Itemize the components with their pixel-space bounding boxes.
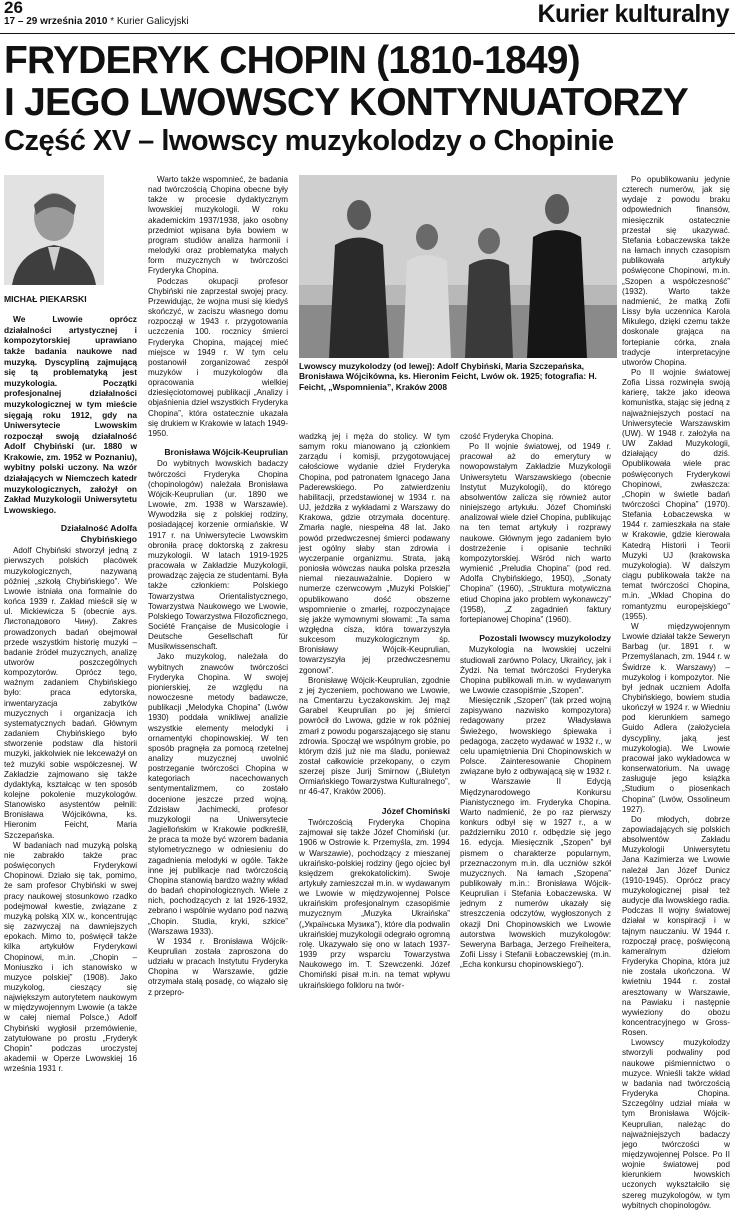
paragraph: W badaniach nad muzyką polską nie zabrakło także prac poświęconych Fryderykowi Chopinowi. Działo się tak, pomimo, że sam profesor Chybiński w swej pracy naukowej stosunkowo rzadko podejmował kwestie, związane z muzyką polską XIX w., koncentrując się zazwyczaj na dawniejszych epokach. Mimo to, poświęcił także kilka artykułów Fryderykowi Chopinowi, m.in. „Chopin – Moniuszko i ich stanowisko w muzyce polskiej” (1908). Jako muzykolog, cieszący się największym autorytetem naukowym w międzywojennym Lwowie (a także w całej niemal Polsce,) Adolf Chybiński wygłosił przemówienie, zatytułowane po prostu „Fryderyk Chopin” podczas uroczystej akademii w Operze Lwowskiej 16 września 1931 r.: [4, 840, 137, 1074]
title-line-2: I JEGO LWOWSCY KONTYNUATORZY: [4, 81, 688, 124]
paragraph: czość Fryderyka Chopina.: [460, 432, 554, 441]
lead-paragraph: We Lwowie oprócz działalności artystycznej i kompozytorskiej uprawiano także badania naukowe nad muzyką. Dyscypliną zajmującą się tą problematyką jest muzykologia. Początki profesjonalnej działalności muzykologicznej w tym mieście sięgają roku 1912, gdy na Uniwersytecie Lwowskim rozpoczął swoją działalność Adolf Chybiński (ur. 1880 w Krakowie, zm. 1952 w Poznaniu), wybitny polski uczony. Na wzór działających w Niemczech katedr muzykologicznych, założył on Zakład Muzykologii Uniwersytetu Lwowskiego.: [4, 314, 137, 515]
paragraph: W 1934 r. Bronisława Wójcik-Keuprulian została zaproszona do udziału w pracach Instytutu Fryderyka Chopina w Warszawie, gdzie otrzymała stałą posadę, co wiązało się z przepro-: [148, 936, 288, 997]
article-subtitle: Część XV – lwowscy muzykolodzy o Chopinie: [4, 125, 614, 157]
header-rule: [0, 33, 735, 34]
subheading-wojcik: Bronisława Wójcik-Keuprulian: [164, 447, 288, 458]
paragraph: wadzką jej i męża do stolicy. W tym samym roku mianowano ją członkiem zarządu i komisji, przygotowującej całościowe wydanie dzieł Fryderyka Chopina, pod patronatem Ignacego Jana Paderewskiego. Po zatwierdzeniu habilitacji, przedstawionej w 1934 r. na UJ, jeździła z wykładami z Warszawy do Krakowa, gdzie otrzymała docenturę. Zmarła nagle, niespełna 48 lat. Jako powód przedwczesnej śmierci podawany jest ogólny słaby stan zdrowia i wyczerpanie organizmu. Strata, jaką poniosła wówczas nauka polska przeszła niemal niezauważalnie. Dopiero w numerze czerwcowym „Muzyki Polskiej” opublikowano dość obszerne wspomnienie o zmarłej, rozpoczynające się jakże wymownymi słowami: „Ta sama wzgłędna cisza, która towarzyszyła sukcesom muzykologicznym śp. Bronisławy Wójcik-Keuprulian, towarzyszyła jej przedwczesnemu zgonowi”.: [299, 432, 450, 675]
column-3: [299, 432, 450, 1100]
paragraph: Muzykologia na lwowskiej uczelni studiowali zarówno Polacy, Ukraińcy, jak i Żydzi. Na temat twórczości Fryderyka Chopina publikowali m.in. w wydawanym we Lwowie czasopiśmie „Szopen”.: [460, 645, 611, 695]
group-photo: [299, 175, 617, 358]
paragraph: Jako muzykolog, należała do wybitnych znawców twórczości Fryderyka Chopina. W swojej pionierskiej, ze względu na nowoczesne metody badawcze, publikacji „Melodyka Chopina” (Lwów 1930) poddała wnikliwej analizie wszystkie elementy melodyki i ornamentyki chopinowskiej. W ten sposób pragnęła za pomocą rzetelnej analizy muzycznej uwolnić postrzeganie twórczości Chopina w kategoriach nacechowanych sentymentalizmem, co zostało docenione jeszcze przed wojną. Zdzisław Jachimecki, profesor muzykologii na Uniwersytecie Jagiellońskim w Krakowie podkreślił, że praca ta może być wzorem badania stylometrycznego w odniesieniu do zagadnienia melodyki w ogóle. Także inne jej publikacje nad twórczością Chopina stanowią bardzo ważny wkład do badań chopinologicznych. Wiele z nich, pochodzących z lat 1926-1932, zebrano i wspólnie wydano pod nazwą „Chopin. Studia, kryki, szkice” (Warszawa 1933).: [148, 652, 288, 936]
author-portrait: [4, 175, 104, 285]
paragraph: Bronisławę Wójcik-Keuprulian, zgodnie z jej życzeniem, pochowano we Lwowie, na Cmentarzu Łyczakowskim. Jej mąż Garabel Keuprulian po jej śmierci powrócił do Lwowa, gdzie w rok później zmarł z powodu pogarszającego się stanu zdrowia. Spoczął we wspólnym grobie, po którym dziś już nie ma śladu, ponieważ został całkowicie przekopany, o czym szerzej pisze Jurij Smirnow („Biuletyn Ormiańskiego Towarzystwa Kulturalnego”, nr 46-47, Kraków 2006).: [299, 675, 450, 797]
paragraph: Warto także wspomnieć, że badania nad twórczością Chopina obecne były także w procesie dydaktycznym lwowskiej muzykologii. W roku akademickim 1937/1938, jako osobny przedmiot wpisana była bowiem w program studiów analiza harmonii i melodyki oraz problematyka małych form muzycznych w twórczości Fryderyka Chopina.: [148, 175, 288, 276]
subheading-others: Pozostali lwowscy muzykolodzy: [479, 632, 611, 643]
author-name: MICHAŁ PIEKARSKI: [4, 294, 87, 305]
article-title: [4, 40, 734, 124]
paragraph: Po II wojnie światowej, od 1949 r. pracował aż do emerytury w nowopowstałym Zakładzie Muzykologii Uniwersytetu Warszawskiego (obecnie Instytut Muzykologii), do którego absolwentów zalicza się również autor niniejszego artykułu. Józef Chomiński analizował wiele dzieł Chopina, publikując na ten temat artykuły i rozprawy naukowe. Głównym jego zadaniem było dostrzeżenie i opisanie techniki kompozytorskiej. Wśród nich warto wymienić „Preludia Chopina” (pod red. Adolfa Chybińskiego, 1950), „Sonaty Chopina” (1960), „Struktura motywiczna etiud Chopina jako problem wykonawczy” (1958), „Z zagadnień faktury fortepianowej Chopina” (1960).: [460, 442, 611, 624]
subheading-chybinski: Działalność Adolfa Chybińskiego: [60, 523, 137, 544]
column-5: [622, 175, 730, 1210]
subheading-chominski: Józef Chomiński: [381, 805, 450, 816]
paragraph: Adolf Chybiński stworzył jedną z pierwszych polskich placówek muzykologicznych, nazywaną później „szkołą Chybińskiego”. We Lwowie istniała ona formalnie do końca 1939 r. Zakład mieścił się w ul. Mickiewicza 5 (obecnie ays. Листопадового Чину). Zakres prowadzonych badań obejmował przede wszystkim historię muzyki – badanie źródeł muzycznych, analizę utworów poszczególnych kompozytorów. Oprócz tego, ważnym zadaniem Chybińskiego było: praca edytorska, inwentaryzacja zabytków muzycznych i organizacja ich systematycznych badań. Głównym zadaniem Chybińskiego było stworzenie podstaw dla historii muzyki, jakkolwiek nie lekceważył on też muzyki sobie współczesnej. W Zakładzie zajmowano się także dydaktyką, kształcąc w ten sposób kolejne pokolenie muzykologów. Stanowisko asystentów pełnili: Bronisława Wójcikówna, ks. Hieronim Feicht, Maria Szczepańska.: [4, 546, 137, 840]
page-header: [0, 0, 735, 32]
paragraph: Twórczością Fryderyka Chopina zajmował się także Józef Chomiński (ur. 1906 w Ostrowie k. Przemyśla, zm. 1994 w Warszawie), pochodzący z mieszanej ukraińsko-polskiej rodziny (jego ojciec był księdzem grekokatolickim). Swoje artykuły zamieszczał m.in. w wydawanym we Lwowie w międzywojennej Polsce ukraińskim profesjonalnym czasopiśmie muzycznym „Muzyka Ukraińska” („Українська Музика”), które dla podwalin ukraińskiej muzykologii odegrało ogromną rolę. Ukazywało się ono w latach 1937-1939 przy wsparciu Towarzystwa Naukowego im. T. Szewczenki. Józef Chomiński pisał m.in. na temat wpływu ukraińskiego folkloru na twór-: [299, 818, 450, 990]
paragraph: Do wybitnych lwowskich badaczy twórczości Fryderyka Chopina (chopinologów) należała Bronisława Wójcik-Keuprulian (ur. 1890 we Lwowie, zm. 1938 w Warszawie). Wywodziła się z polskiej rodziny, posiadającej korzenie ormiańskie. W 1917 r. na Uniwersytecie Lwowskim obroniła pracę doktorską z zakresu muzykologii. W latach 1919-1925 pracowała w Zakładzie Muzykologii, prowadząc zajęcia ze studentami. Była także członkiem: Polskiego Towarzystwa Orientalistycznego, Towarzystwa Naukowego we Lwowie, Polskiego Towarzystwa Filozoficznego, Société Française de Musicologie i Deutsche Gesellschaft für Musikwissenschaft.: [148, 459, 288, 652]
paragraph: W międzywojennym Lwowie działał także Seweryn Barbag (ur. 1891 r. w Przemyślanach, zm. 1944 r. w Świdrze k. Warszawy) – muzykolog i kompozytor. Nie był jednak uczniem Adolfa Chybińskiego, bowiem studia ukończył w 1924 r. w Wiedniu pod kierunkiem samego Guido Adlera (założyciela dyscypliny, jaką jest muzykologia). We Lwowie pracował jako wykładowca w konserwatorium. Na uwagę zasługuje jego książka „Studium o piosenkach Chopina” (Lwów, Ossolineum 1927).: [622, 621, 730, 814]
column-2: [148, 175, 288, 1100]
issue-line: [4, 16, 189, 27]
paragraph: Podczas okupacji profesor Chybiński nie zaprzestał swojej pracy. Przewidując, że wojna musi się kiedyś skończyć, w zaciszu własnego domu rozpoczął w 1943 r. przygotowania uczczenia 100. rocznicy śmierci Fryderyka Chopina, mającej mieć miejsce w 1949 r. W tym celu postanowił zorganizować zespół muzyków i muzykologów dla opracowania wielkiej dziesięciotomowej publikacji „Analizy i objaśnienia dzieł wszystkich Fryderyka Chopina”, która ostatecznie ukazała się drukiem w Krakowie w latach 1949-1950.: [148, 276, 288, 438]
column-4: [460, 432, 611, 1100]
paragraph: Do młodych, dobrze zapowiadających się polskich absolwentów Zakładu Muzykologii Uniwersytetu Jana Kazimierza we Lwowie należał Jan Józef Dunicz (1910-1945). Oprócz pracy muzykologicznej pisał też audycje dla lwowskiego radia. Podczas II wojny światowej działał w konspiracji i w tajnym nauczaniu. W 1944 r. rozpoczął pracę, poświęconą kameralnym dziełom Fryderyka Chopina, która już nie została ukończona. W kwietniu 1944 r. został aresztowany w Warszawie, na Pawiaku i następnie wywieziony do obozu koncentracyjnego w Gross-Rosen.: [622, 814, 730, 1038]
paper-name: * Kurier Galicyjski: [110, 16, 189, 27]
paragraph: Miesięcznik „Szopen” (tak przed wojną zapisywano nazwisko kompozytora) redagowany przez Władysława Świeżego, lwowskiego śpiewaka i pedagoga, zaczęto wydawać w 1932 r., w celu upamiętnienia Dni Chopinowskich w Polsce. Zainteresowanie Chopinem związane było z odbywającą się w 1932 r. w Warszawie II Edycją Międzynarodowego Konkursu Pianistycznego im. Fryderyka Chopina. Warto nadmienić, że po raz pierwszy konkurs odbył się w 1927 r., a w październiku 2010 r. odbędzie się jego 16. edycja. Miesięcznik „Szopen” był pismem o charakterze popularnym, przeznaczonym m.in. dla uczniów szkół muzycznych. Na łamach „Szopena” publikowały m.in.: Bronisława Wójcik-Keuprulian i Stefania Łobaczewska. W jednym z numerów ukazały się streszczenia odczytów, wygłoszonych z okazji Dni Chopinowskich we Lwowie autorstwa lwowskich muzykologów: Seweryna Barbaga, Jerzego Freiheitera, Zofii Lissy i Stefanii Łobaczewskiej (m.in. „Echa konkursu chopinowskiego”).: [460, 696, 611, 970]
section-title: Kurier kulturalny: [537, 0, 729, 28]
page-number: 26: [4, 0, 23, 17]
column-1: [4, 175, 137, 1100]
paragraph: Po II wojnie światowej Zofia Lissa rozwinęła swoją karierę, także jako ideowa komunistka, stając się jedną z najważniejszych postaci na Uniwersytecie Warszawskim (UW). W 1948 r. założyła na UW Zakład Muzykologii, działający do dziś. Opublikowała wiele prac poświęconych Fryderykowi Chopinowi, zwłaszcza: „Chopin w świetle badań twórczości Chopina” (1970). Stefania Łobaczewska w 1944 r. zamieszkała na stałe w Krakowie, gdzie kierowała Katedrą Historii i Teorii Muzyki UJ (krakowska muzykologia). W dalszym ciągu publikowała także na temat twórczości Chopina, m.in. „Wkład Chopina do romantyzmu europejskiego” (1955).: [622, 367, 730, 621]
paragraph: Po opublikowaniu jedynie czterech numerów, jak się wydaje z powodu braku odpowiednich finansów, miesięcznik ostatecznie przestał się ukazywać. Stefania Łobaczewska także na łamach innych czasopism publikowała artykuły poświęcone Chopinowi, m.in. „Szopen a współczesność” (1932). Warto także nadmienić, że matką Zofii Lissy była uczennica Karola Mikulego, dzięki czemu także doskonale grająca na fortepianie córka, znała tradycje interpretacyjne utworów Chopina.: [622, 175, 730, 367]
photo-caption: Lwowscy muzykolodzy (od lewej): Adolf Chybiński, Maria Szczepańska, Bronisława Wójcikówna, ks. Hieronim Feicht, Lwów ok. 1925; fotografia: H. Feicht, „Wspomnienia”, Kraków 2008: [299, 361, 597, 392]
title-line-1: FRYDERYK CHOPIN (1810-1849): [4, 39, 580, 82]
paragraph: Lwowscy muzykolodzy stworzyli podwaliny pod naukowe piśmiennictwo o muzyce. Wnieśli także wkład w badania nad twórczością Fryderyka Chopina. Szczególny udział miała w tym Bronisława Wójcik-Keuprulian, należąc do najważniejszych badaczy jego twórczości w międzywojennej Polsce. Po II wojnie światowej pod kierunkiem lwowskich uczonych wykształciło się szereg muzykologów, w tym wybitnych chopinologów.: [622, 1038, 730, 1210]
issue-date: 17 – 29 września 2010: [4, 16, 108, 27]
